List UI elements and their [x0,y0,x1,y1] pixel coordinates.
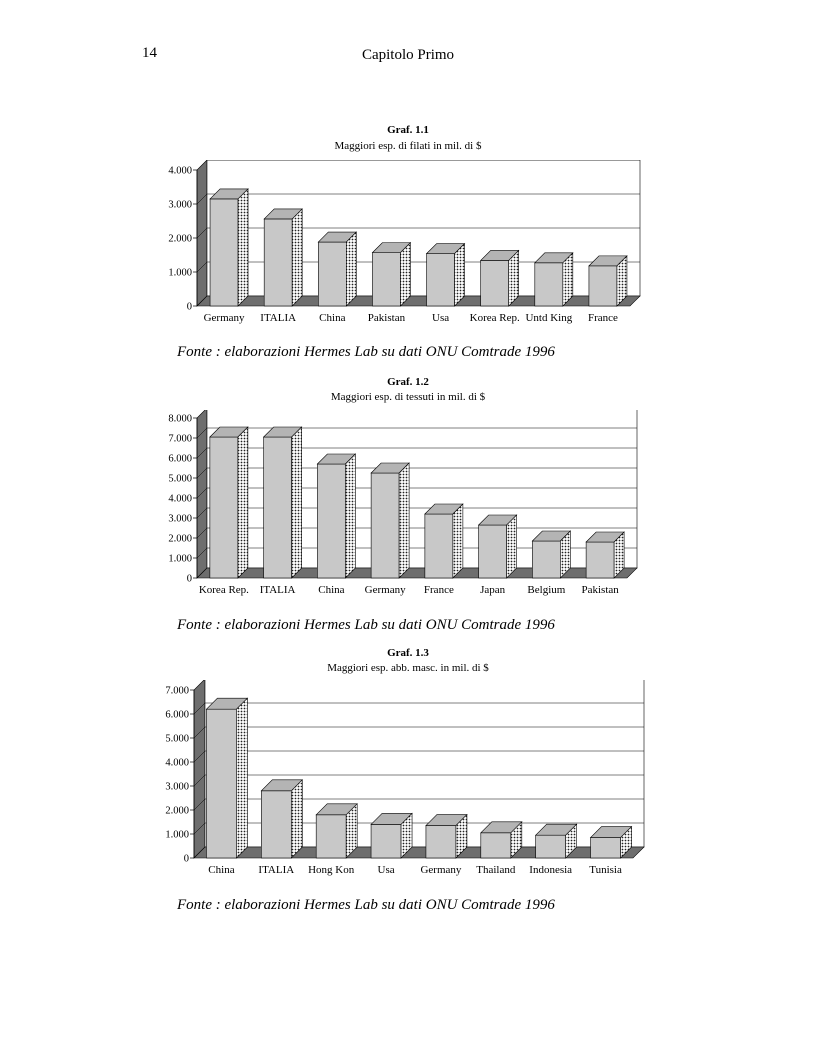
bar-France [425,504,463,578]
x-tick-label: Germany [420,864,462,876]
page-number: 14 [142,45,157,61]
chart-1-plot [0,160,816,330]
bar-front [371,824,401,858]
x-tick-label: Germany [203,312,245,324]
y-tick-label: 7.000 [165,685,189,697]
bar-Hong Kon [316,804,357,858]
x-tick-label: Korea Rep. [469,312,520,324]
bar-side [346,232,356,306]
chart-3-subtitle: Maggiori esp. abb. masc. in mil. di $ [327,662,489,674]
bar-side [345,454,355,578]
y-tick-label: 6.000 [168,453,192,465]
bar-side [455,244,465,306]
bar-front [427,254,455,306]
chart-floor [197,568,637,578]
running-head: Capitolo Primo [361,47,455,63]
bar-front [264,437,292,578]
bar-ITALIA [264,427,302,578]
y-tick-label: 5.000 [168,473,192,485]
bar-Germany [371,463,409,578]
bar-side [238,427,248,578]
bar-front [426,826,456,858]
bar-front [210,199,238,306]
bar-side [400,243,410,306]
chart-3-source: Fonte : elaborazioni Hermes Lab su dati ONU Comtrade 1996 [177,897,555,913]
x-tick-label: Tunisia [589,864,622,876]
x-tick-label: China [208,864,235,876]
x-tick-label: Germany [364,584,406,596]
bar-Pakistan [586,532,624,578]
y-tick-label: 1.000 [168,267,192,279]
bar-front [532,541,560,578]
bar-Germany [426,815,467,858]
y-tick-label: 4.000 [165,757,189,769]
bar-side [507,515,517,578]
x-tick-label: Pakistan [581,584,619,596]
bar-side [292,209,302,306]
x-tick-label: Hong Kon [308,864,355,876]
x-tick-label: Belgium [527,584,566,596]
y-tick-label: 7.000 [168,433,192,445]
chart-2-title: Graf. 1.2 [387,376,429,388]
bar-front [317,464,345,578]
bar-front [210,437,238,578]
x-tick-label: Korea Rep. [198,584,249,596]
chart-left-wall [194,680,205,858]
bar-side [238,189,248,306]
bar-side [509,250,519,306]
bar-China [317,454,355,578]
bar-front [372,253,400,306]
y-tick-label: 0 [183,853,189,865]
chart-3-plot [0,680,816,880]
bar-ITALIA [264,209,302,306]
bar-front [318,242,346,306]
bar-China [318,232,356,306]
y-tick-label: 3.000 [168,199,192,211]
bar-side [291,780,302,858]
x-tick-label: Indonesia [529,864,573,876]
bar-ITALIA [261,780,302,858]
x-tick-label: ITALIA [259,584,296,596]
y-tick-label: 4.000 [168,493,192,505]
bar-side [292,427,302,578]
chart-2-subtitle: Maggiori esp. di tessuti in mil. di $ [330,391,486,403]
y-tick-label: 6.000 [165,709,189,721]
bar-front [261,791,291,858]
y-tick-label: 2.000 [168,533,192,545]
bar-Thailand [481,822,522,858]
x-tick-label: Pakistan [367,312,406,324]
bar-Usa [371,813,412,858]
bar-front [425,514,453,578]
x-tick-label: France [423,584,454,596]
y-tick-label: 1.000 [165,829,189,841]
bar-front [536,835,566,858]
chart-2-source: Fonte : elaborazioni Hermes Lab su dati ONU Comtrade 1996 [177,617,555,633]
bar-front [206,709,236,858]
chart-1-subtitle: Maggiori esp. di filati in mil. di $ [334,140,482,152]
bar-Korea Rep. [481,250,519,306]
y-tick-label: 5.000 [165,733,189,745]
bar-Usa [427,244,465,306]
bar-Japan [479,515,517,578]
y-tick-label: 3.000 [168,513,192,525]
x-tick-label: Untd King [525,312,573,324]
bar-front [479,525,507,578]
x-tick-label: ITALIA [260,312,297,324]
bar-front [316,815,346,858]
x-tick-label: China [318,584,345,596]
y-tick-label: 3.000 [165,781,189,793]
y-tick-label: 0 [186,301,192,313]
chart-3-title: Graf. 1.3 [387,647,429,659]
bar-front [371,473,399,578]
y-tick-label: 1.000 [168,553,192,565]
chart-2-plot [0,410,816,600]
bar-front [481,833,511,858]
y-tick-label: 4.000 [168,165,192,177]
bar-side [399,463,409,578]
bar-Pakistan [372,243,410,306]
bar-side [236,698,247,858]
bar-Indonesia [536,824,577,858]
chart-1-source: Fonte : elaborazioni Hermes Lab su dati ONU Comtrade 1996 [177,344,555,360]
bar-Belgium [532,531,570,578]
x-tick-label: China [319,312,346,324]
bar-front [591,838,621,858]
bar-China [206,698,247,858]
bar-side [453,504,463,578]
chart-1-title: Graf. 1.1 [387,124,429,136]
bar-front [589,266,617,306]
x-tick-label: France [587,312,618,324]
bar-Korea Rep. [210,427,248,578]
bar-front [481,260,509,306]
bar-Tunisia [591,827,632,858]
y-tick-label: 2.000 [165,805,189,817]
bar-front [535,263,563,306]
x-tick-label: Usa [432,312,450,324]
bar-front [586,542,614,578]
bar-front [264,219,292,306]
x-tick-label: Usa [377,864,395,876]
y-tick-label: 8.000 [168,413,192,425]
x-tick-label: ITALIA [258,864,295,876]
bar-France [589,256,627,306]
y-tick-label: 2.000 [168,233,192,245]
y-tick-label: 0 [186,573,192,585]
bar-Germany [210,189,248,306]
chart-floor [197,296,640,306]
x-tick-label: Japan [480,584,506,596]
bar-Untd King [535,253,573,306]
x-tick-label: Thailand [476,864,516,876]
